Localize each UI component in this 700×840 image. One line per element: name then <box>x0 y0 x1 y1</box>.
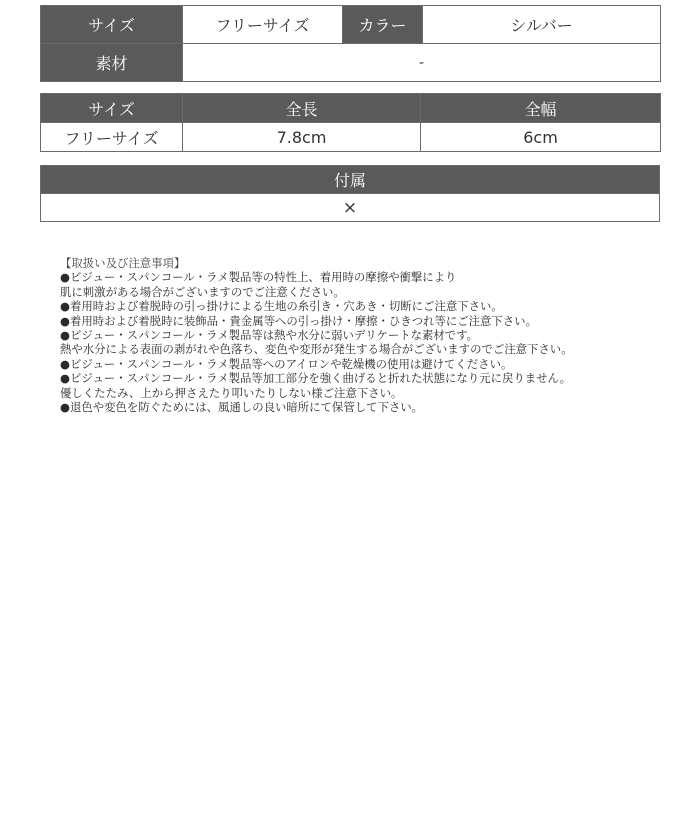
size-cell: フリーサイズ <box>41 123 183 152</box>
table-row <box>41 194 660 222</box>
care-notes-title: 【取扱い及び注意事項】 <box>60 256 186 270</box>
table-row <box>41 6 661 44</box>
care-note-line: ●ビジュー・スパンコール・ラメ製品等へのアイロンや乾燥機の使用は避けてください。 <box>60 356 513 371</box>
table-row <box>41 123 661 152</box>
accessory-table <box>40 165 660 222</box>
color-value: シルバー <box>423 6 661 44</box>
care-note-line: ●退色や変色を防ぐためには、風通しの良い暗所にて保管して下さい。 <box>60 400 424 415</box>
care-note-line: ●ビジュー・スパンコール・ラメ製品等の特性上、着用時の摩擦や衝撃により <box>60 270 457 285</box>
care-note-line: 熱や水分による表面の剥がれや色落ち、変色や変形が発生する場合がございますのでご注意下さい。 <box>60 342 573 357</box>
size-column-header: サイズ <box>41 94 183 123</box>
table-header-row <box>41 94 661 123</box>
material-header: 素材 <box>41 44 183 82</box>
width-column-header: 全幅 <box>421 94 661 123</box>
color-header: カラー <box>343 6 423 44</box>
accessory-header: 付属 <box>41 166 660 194</box>
table-header-row <box>41 166 660 194</box>
care-note-line: 肌に刺激がある場合がございますのでご注意ください。 <box>60 284 345 299</box>
care-note-line: ●ビジュー・スパンコール・ラメ製品等は熱や水分に弱いデリケートな素材です。 <box>60 328 479 343</box>
accessory-value: × <box>41 194 660 222</box>
care-notes <box>60 256 680 414</box>
table-row <box>41 44 661 82</box>
care-note-line: ●着用時および着脱時の引っ掛けによる生地の糸引き・穴あき・切断にご注意下さい。 <box>60 299 503 314</box>
care-note-line: 優しくたたみ、上から押さえたり叩いたりしない様ご注意下さい。 <box>60 385 403 400</box>
care-note-line: ●着用時および着脱時に装飾品・貴金属等への引っ掛け・摩擦・ひきつれ等にご注意下さい。 <box>60 313 537 328</box>
care-note-line: ●ビジュー・スパンコール・ラメ製品等加工部分を強く曲げると折れた状態になり元に戻りません。 <box>60 371 572 386</box>
length-cell: 7.8cm <box>183 123 421 152</box>
material-value: - <box>183 44 661 82</box>
product-info-table <box>40 5 661 82</box>
size-table <box>40 93 661 152</box>
width-cell: 6cm <box>421 123 661 152</box>
length-column-header: 全長 <box>183 94 421 123</box>
size-value: フリーサイズ <box>183 6 343 44</box>
size-header: サイズ <box>41 6 183 44</box>
